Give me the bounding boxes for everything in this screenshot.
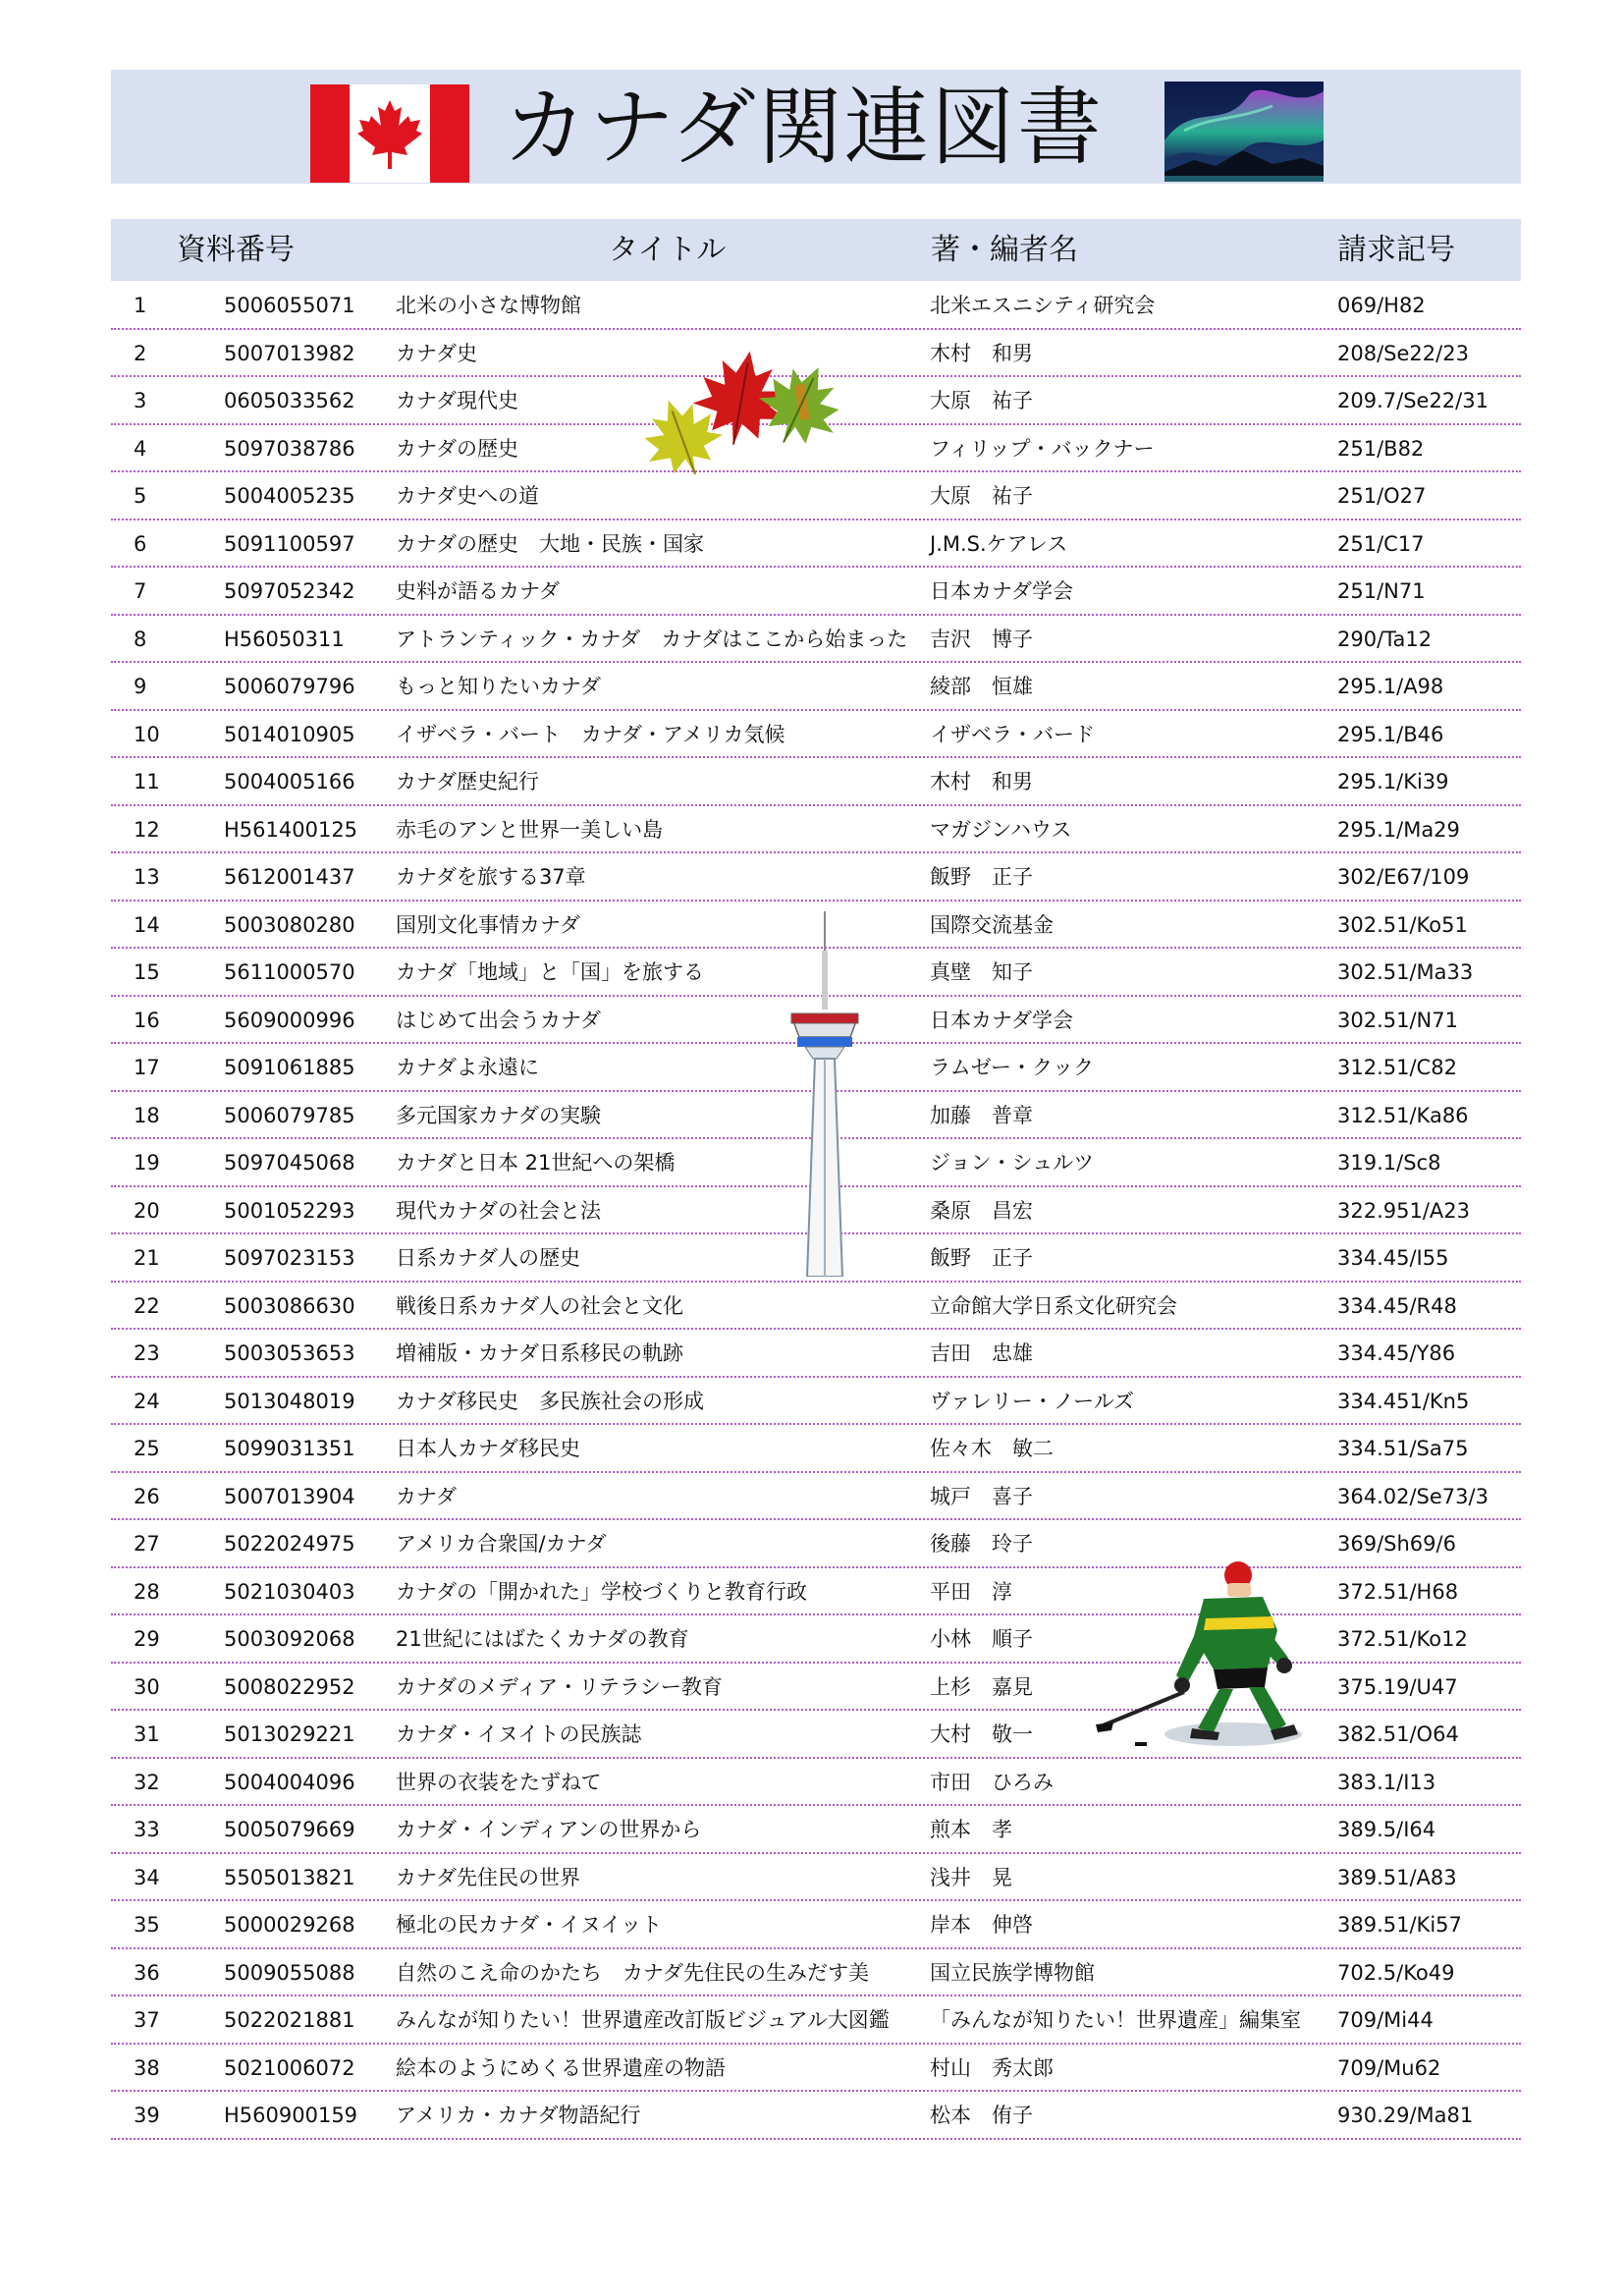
book-author: 大村 敬一: [930, 1722, 1033, 1746]
book-author: 岸本 伸啓: [930, 1913, 1033, 1937]
table-row: [111, 568, 1521, 616]
call-number: 319.1/Sc8: [1337, 1151, 1441, 1175]
book-title: はじめて出会うカナダ: [396, 1008, 601, 1032]
row-number: 18: [134, 1103, 160, 1127]
book-title: カナダ先住民の世界: [396, 1865, 580, 1889]
book-title: カナダと日本 21世紀への架橋: [396, 1151, 676, 1175]
book-title: みんなが知りたい！世界遺産改訂版ビジュアル大図鑑: [396, 2008, 890, 2032]
row-number: 32: [134, 1770, 160, 1794]
row-number: 31: [134, 1722, 160, 1746]
book-author: イザベラ・バード: [930, 722, 1095, 746]
book-author: ジョン・シュルツ: [930, 1151, 1095, 1175]
material-number: 5021030403: [224, 1579, 355, 1604]
book-title: アトランティック・カナダ カナダはここから始まった: [396, 627, 908, 651]
book-author: 桑原 昌宏: [930, 1198, 1033, 1223]
table-row: [111, 1520, 1521, 1568]
cn-tower-icon: [785, 911, 864, 1277]
table-row: [111, 616, 1521, 664]
table-row: [111, 1711, 1521, 1759]
row-number: 9: [134, 675, 147, 698]
book-author: 大原 祐子: [930, 484, 1033, 508]
call-number: 334.45/R48: [1337, 1293, 1457, 1318]
table-row: [111, 1996, 1521, 2045]
call-number: 302.51/N71: [1337, 1008, 1458, 1032]
call-number: 334.45/Y86: [1337, 1341, 1456, 1365]
material-number: 5007013982: [224, 341, 355, 365]
book-author: 飯野 正子: [930, 1246, 1033, 1270]
book-title: 増補版・カナダ日系移民の軌跡: [396, 1341, 683, 1365]
call-number: 930.29/Ma81: [1337, 2104, 1474, 2127]
material-number: 5505013821: [224, 1865, 355, 1889]
call-number: 295.1/A98: [1337, 675, 1444, 698]
row-number: 4: [134, 436, 147, 461]
book-author: 村山 秀太郎: [930, 2055, 1054, 2080]
book-title: 自然のこえ命のかたち カナダ先住民の生みだす美: [396, 1960, 869, 1985]
material-number: H561400125: [224, 817, 358, 842]
row-number: 1: [134, 294, 147, 317]
material-number: 5609000996: [224, 1008, 355, 1032]
row-number: 25: [134, 1437, 160, 1460]
call-number: 372.51/Ko12: [1337, 1627, 1468, 1651]
call-number: 295.1/B46: [1337, 722, 1444, 746]
canada-flag-icon: [310, 84, 469, 183]
book-title: カナダ史への道: [396, 484, 539, 508]
book-title: 国別文化事情カナダ: [396, 912, 580, 937]
book-author: 加藤 普章: [930, 1103, 1033, 1127]
book-title: カナダを旅する37章: [396, 865, 586, 889]
call-number: 302/E67/109: [1337, 865, 1470, 889]
book-author: 吉沢 博子: [930, 627, 1033, 651]
call-number: 389.5/I64: [1337, 1818, 1436, 1841]
book-author: 国立民族学博物館: [930, 1960, 1095, 1985]
material-number: 5004005235: [224, 484, 355, 508]
row-number: 10: [134, 722, 160, 746]
material-number: 5003053653: [224, 1341, 355, 1365]
book-author: 日本カナダ学会: [930, 1008, 1073, 1032]
book-author: 城戸 喜子: [930, 1484, 1033, 1508]
book-title: カナダ移民史 多民族社会の形成: [396, 1389, 704, 1413]
call-number: 709/Mu62: [1337, 2055, 1441, 2080]
table-header: [111, 219, 1521, 281]
call-number: 251/N71: [1337, 579, 1426, 603]
row-number: 35: [134, 1913, 160, 1937]
material-number: 5006079785: [224, 1103, 355, 1127]
row-number: 3: [134, 389, 147, 412]
table-row: [111, 2092, 1521, 2140]
material-number: 5009055088: [224, 1960, 355, 1985]
book-title: カナダ「地域」と「国」を旅する: [396, 960, 704, 984]
table-row: [111, 1568, 1521, 1616]
book-title: 日本人カナダ移民史: [396, 1437, 580, 1460]
material-number: 5001052293: [224, 1198, 355, 1223]
material-number: 5003086630: [224, 1293, 355, 1318]
row-number: 26: [134, 1484, 160, 1508]
row-number: 27: [134, 1532, 160, 1556]
row-number: 37: [134, 2008, 160, 2032]
material-number: 5013029221: [224, 1722, 355, 1746]
book-title: カナダの「開かれた」学校づくりと教育行政: [396, 1579, 807, 1604]
column-header-title: タイトル: [609, 233, 727, 267]
material-number: 5004005166: [224, 770, 355, 793]
call-number: 312.51/C82: [1337, 1056, 1457, 1079]
row-number: 16: [134, 1008, 160, 1032]
material-number: 5014010905: [224, 722, 355, 746]
material-number: H560900159: [224, 2104, 358, 2127]
book-author: 飯野 正子: [930, 865, 1033, 889]
row-number: 24: [134, 1389, 160, 1413]
book-title: 赤毛のアンと世界一美しい島: [396, 817, 664, 842]
table-row: [111, 1759, 1521, 1807]
book-author: 小林 順子: [930, 1627, 1033, 1651]
call-number: 251/O27: [1337, 484, 1427, 508]
material-number: 5611000570: [224, 960, 355, 984]
call-number: 209.7/Se22/31: [1337, 389, 1489, 412]
call-number: 369/Sh69/6: [1337, 1532, 1456, 1556]
table-row: [111, 1806, 1521, 1854]
table-row: [111, 853, 1521, 902]
table-row: [111, 1283, 1521, 1331]
table-row: [111, 663, 1521, 711]
book-title: 現代カナダの社会と法: [396, 1198, 601, 1223]
material-number: 5091100597: [224, 531, 355, 556]
table-row: [111, 1664, 1521, 1712]
material-number: 5003080280: [224, 912, 355, 937]
call-number: 375.19/U47: [1337, 1674, 1458, 1699]
call-number: 302.51/Ko51: [1337, 912, 1468, 937]
row-number: 19: [134, 1151, 160, 1175]
row-number: 38: [134, 2055, 160, 2080]
book-title: もっと知りたいカナダ: [396, 675, 601, 698]
page-title: カナダ関連図書: [503, 79, 1104, 177]
hockey-player-icon: [1096, 1559, 1308, 1764]
maple-leaves-icon: [638, 346, 854, 503]
book-author: 平田 淳: [930, 1579, 1012, 1604]
material-number: 5097038786: [224, 436, 355, 461]
book-author: 木村 和男: [930, 770, 1033, 793]
material-number: 5022024975: [224, 1532, 355, 1556]
book-title: 史料が語るカナダ: [396, 579, 560, 603]
call-number: 709/Mi44: [1337, 2008, 1434, 2032]
book-author: フィリップ・バックナー: [930, 436, 1155, 461]
table-row: [111, 1901, 1521, 1949]
call-number: 302.51/Ma33: [1337, 960, 1474, 984]
call-number: 251/C17: [1337, 531, 1425, 556]
row-number: 15: [134, 960, 160, 984]
material-number: 5022021881: [224, 2008, 355, 2032]
row-number: 6: [134, 531, 147, 556]
row-number: 14: [134, 912, 160, 937]
table-row: [111, 1330, 1521, 1378]
row-number: 7: [134, 579, 147, 603]
call-number: 334.451/Kn5: [1337, 1389, 1470, 1413]
call-number: 208/Se22/23: [1337, 341, 1469, 365]
book-author: 木村 和男: [930, 341, 1033, 365]
call-number: 295.1/Ma29: [1337, 817, 1460, 842]
book-title: 21世紀にはばたくカナダの教育: [396, 1627, 689, 1651]
book-title: 絵本のようにめくる世界遺産の物語: [396, 2055, 726, 2080]
row-number: 13: [134, 865, 160, 889]
book-author: 「みんなが知りたい！世界遺産」編集室: [930, 2008, 1301, 2032]
material-number: 5000029268: [224, 1913, 355, 1937]
material-number: 5099031351: [224, 1437, 355, 1460]
book-title: 日系カナダ人の歴史: [396, 1246, 580, 1270]
book-author: J.M.S.ケアレス: [930, 531, 1068, 556]
material-number: 5097045068: [224, 1151, 355, 1175]
book-author: 後藤 玲子: [930, 1532, 1033, 1556]
row-number: 17: [134, 1056, 160, 1079]
material-number: 5013048019: [224, 1389, 355, 1413]
book-author: 市田 ひろみ: [930, 1770, 1054, 1794]
column-header-call-number: 請求記号: [1337, 233, 1455, 267]
table-row: [111, 1615, 1521, 1664]
book-author: 大原 祐子: [930, 389, 1033, 412]
book-title: カナダ: [396, 1484, 457, 1508]
row-number: 29: [134, 1627, 160, 1651]
material-number: 5097023153: [224, 1246, 355, 1270]
table-row: [111, 1854, 1521, 1902]
book-title: カナダ歴史紀行: [396, 770, 539, 793]
book-author: 立命館大学日系文化研究会: [930, 1293, 1177, 1318]
book-title: イザベラ・バート カナダ・アメリカ気候: [396, 722, 785, 746]
call-number: 251/B82: [1337, 436, 1425, 461]
book-title: カナダ現代史: [396, 389, 518, 412]
material-number: 5005079669: [224, 1818, 355, 1841]
book-author: 松本 侑子: [930, 2104, 1033, 2127]
call-number: 334.51/Sa75: [1337, 1437, 1469, 1460]
book-title: 極北の民カナダ・イヌイット: [396, 1913, 663, 1937]
book-author: ラムゼー・クック: [930, 1056, 1094, 1079]
book-title: 戦後日系カナダ人の社会と文化: [396, 1293, 683, 1318]
row-number: 39: [134, 2104, 160, 2127]
table-row: [111, 520, 1521, 569]
book-author: マガジンハウス: [930, 817, 1072, 842]
material-number: 5612001437: [224, 865, 355, 889]
book-author: 上杉 嘉見: [930, 1674, 1033, 1699]
row-number: 20: [134, 1198, 160, 1223]
row-number: 11: [134, 770, 160, 793]
call-number: 702.5/Ko49: [1337, 1960, 1455, 1985]
row-number: 22: [134, 1293, 160, 1318]
call-number: 382.51/O64: [1337, 1722, 1459, 1746]
material-number: H56050311: [224, 627, 345, 651]
table-row: [111, 1949, 1521, 1997]
book-title: カナダよ永遠に: [396, 1056, 539, 1079]
table-row: [111, 1425, 1521, 1473]
call-number: 389.51/Ki57: [1337, 1913, 1462, 1937]
row-number: 8: [134, 627, 147, 651]
material-number: 0605033562: [224, 389, 355, 412]
call-number: 290/Ta12: [1337, 627, 1433, 651]
table-row: [111, 282, 1521, 330]
row-number: 36: [134, 1960, 160, 1985]
material-number: 5007013904: [224, 1484, 355, 1508]
row-number: 2: [134, 341, 147, 365]
book-author: 綾部 恒雄: [930, 675, 1033, 698]
call-number: 383.1/I13: [1337, 1770, 1436, 1794]
book-author: 北米エスニシティ研究会: [930, 294, 1156, 317]
book-title: カナダ・インディアンの世界から: [396, 1818, 702, 1841]
call-number: 312.51/Ka86: [1337, 1103, 1469, 1127]
call-number: 372.51/H68: [1337, 1579, 1459, 1604]
table-row: [111, 806, 1521, 854]
book-title: 世界の衣装をたずねて: [396, 1770, 602, 1794]
row-number: 33: [134, 1818, 160, 1841]
call-number: 322.951/A23: [1337, 1198, 1471, 1223]
book-author: 日本カナダ学会: [930, 579, 1073, 603]
row-number: 28: [134, 1579, 160, 1604]
book-author: 浅井 晃: [930, 1865, 1012, 1889]
call-number: 295.1/Ki39: [1337, 770, 1449, 793]
material-number: 5097052342: [224, 579, 355, 603]
row-number: 34: [134, 1865, 160, 1889]
material-number: 5003092068: [224, 1627, 355, 1651]
table-row: [111, 2045, 1521, 2093]
book-title: カナダの歴史 大地・民族・国家: [396, 531, 704, 556]
row-number: 12: [134, 817, 160, 842]
book-title: 北米の小さな博物館: [396, 294, 581, 317]
material-number: 5004004096: [224, 1770, 355, 1794]
book-title: カナダの歴史: [396, 436, 518, 461]
material-number: 5006055071: [224, 294, 355, 317]
book-author: 佐々木 敏二: [930, 1437, 1054, 1460]
row-number: 23: [134, 1341, 160, 1365]
book-author: 煎本 孝: [930, 1818, 1012, 1841]
book-title: カナダのメディア・リテラシー教育: [396, 1674, 723, 1699]
call-number: 364.02/Se73/3: [1337, 1484, 1489, 1508]
book-title: カナダ・イヌイトの民族誌: [396, 1722, 642, 1746]
material-number: 5091061885: [224, 1056, 355, 1079]
column-header-author: 著・編者名: [931, 233, 1078, 267]
table-row: [111, 758, 1521, 806]
book-author: 国際交流基金: [930, 912, 1054, 937]
call-number: 389.51/A83: [1337, 1865, 1457, 1889]
table-row: [111, 1473, 1521, 1521]
material-number: 5006079796: [224, 675, 355, 698]
table-row: [111, 711, 1521, 759]
aurora-photo-icon: [1164, 82, 1324, 182]
row-number: 21: [134, 1246, 160, 1270]
book-title: アメリカ・カナダ物語紀行: [396, 2104, 641, 2127]
call-number: 069/H82: [1337, 294, 1426, 317]
book-title: カナダ史: [396, 341, 477, 365]
book-author: 吉田 忠雄: [930, 1341, 1033, 1365]
table-row: [111, 1378, 1521, 1426]
material-number: 5021006072: [224, 2055, 355, 2080]
material-number: 5008022952: [224, 1674, 355, 1699]
book-author: ヴァレリー・ノールズ: [930, 1389, 1135, 1413]
book-title: 多元国家カナダの実験: [396, 1103, 601, 1127]
row-number: 5: [134, 484, 147, 508]
column-header-id: 資料番号: [177, 233, 295, 267]
row-number: 30: [134, 1674, 160, 1699]
call-number: 334.45/I55: [1337, 1246, 1449, 1270]
book-author: 真壁 知子: [930, 960, 1033, 984]
book-title: アメリカ合衆国/カナダ: [396, 1532, 607, 1556]
